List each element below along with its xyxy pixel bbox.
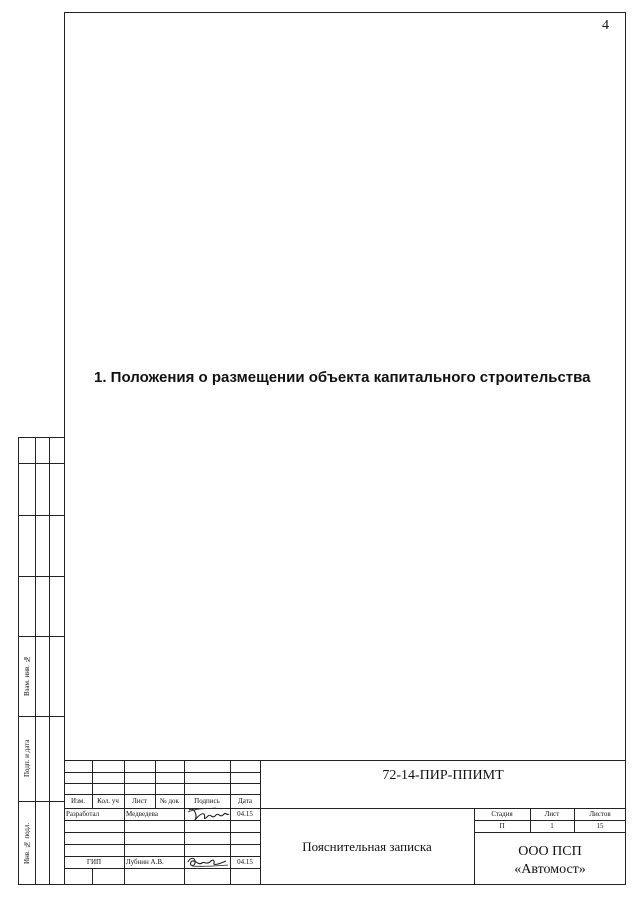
date-razrabotal: 04.15 (237, 810, 253, 818)
name-gip: Лубнин А.В. (126, 858, 164, 866)
sheets-header: Листов (589, 810, 611, 818)
header-izm: Изм. (71, 797, 85, 805)
name-razrabotal: Медведева (126, 810, 158, 818)
tb-line (64, 760, 626, 761)
org-line-1: ООО ПСП (518, 844, 582, 859)
signature-gip (186, 854, 230, 870)
sheets-value: 15 (596, 822, 604, 830)
title-block (64, 760, 626, 885)
header-podpis: Подпись (194, 797, 220, 805)
side-col-line (49, 438, 50, 884)
stage-header: Стадия (491, 810, 513, 818)
signature-razrabotal (186, 804, 230, 826)
document-title: Пояснительная записка (302, 838, 432, 854)
date-gip: 04.15 (237, 858, 253, 866)
header-kol-uch: Кол. уч (97, 797, 119, 805)
role-gip: ГИП (86, 858, 102, 866)
document-code: 72-14-ПИР-ППИМТ (382, 768, 504, 783)
inv-podl-label: Инв. № подл. (23, 822, 31, 865)
header-n-dok: № док (160, 797, 179, 805)
vzam-inv-label: Взам. инв. № (23, 655, 31, 697)
section-heading: 1. Положения о размещении объекта капитального строительства (94, 369, 591, 386)
role-razrabotal: Разработал (66, 810, 100, 818)
page-number: 4 (602, 18, 609, 33)
org-line-2: «Автомост» (514, 862, 586, 877)
tb-line (184, 760, 185, 885)
sheet-header: Лист (544, 810, 560, 818)
podp-data-label: Подп. и дата (23, 739, 31, 778)
side-row-line (19, 463, 64, 464)
organization-name (474, 843, 626, 879)
tb-line (92, 868, 93, 885)
drawing-frame (64, 12, 626, 885)
side-row-line (19, 576, 64, 577)
stage-value: П (499, 822, 505, 830)
tb-line (474, 832, 626, 833)
header-list: Лист (132, 797, 147, 805)
side-row-line (19, 515, 64, 516)
sheet-value: 1 (550, 822, 554, 830)
side-stamp (18, 437, 64, 885)
side-col-line (35, 438, 36, 884)
header-data: Дата (238, 797, 252, 805)
